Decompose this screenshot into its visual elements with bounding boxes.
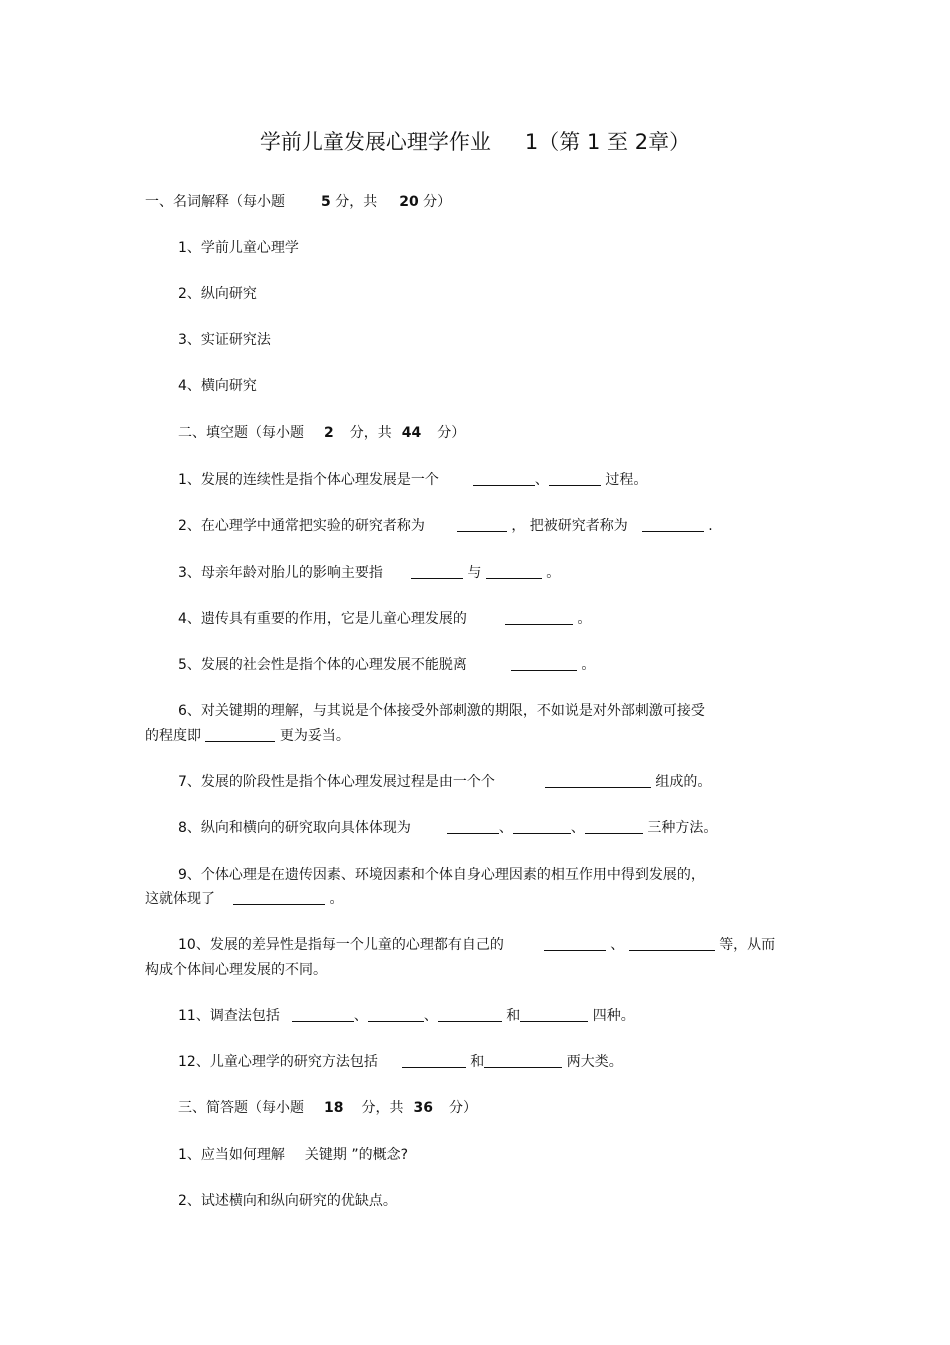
section1-points-each: 5 — [321, 194, 331, 210]
section2-heading-text: 二、填空题（每小题 — [178, 425, 304, 441]
question-text: 1、应当如何理解 — [178, 1147, 285, 1163]
fill-question-1 — [178, 471, 647, 489]
separator: 、 — [570, 820, 585, 836]
answer-blank — [484, 1053, 562, 1068]
answer-blank — [585, 819, 643, 834]
separator: 、 — [610, 937, 625, 953]
section1-heading-text: 一、名词解释（每小题 — [145, 194, 285, 210]
question-text-end: 。 — [329, 891, 344, 907]
answer-blank — [473, 471, 535, 486]
section1-item: 3、实证研究法 — [178, 332, 271, 348]
section1-points-total: 20 — [399, 194, 419, 210]
question-text: 1、发展的连续性是指个体心理发展是一个 — [178, 472, 439, 488]
section3-heading-mid: 分，共 — [361, 1100, 404, 1116]
fill-question-3 — [178, 564, 560, 582]
answer-blank — [233, 890, 325, 905]
fill-question-10-line1 — [178, 936, 775, 954]
section3-heading — [178, 1099, 477, 1117]
fill-question-6-line1: 6、对关键期的理解，与其说是个体接受外部刺激的期限，不如说是对外部刺激可接受 — [178, 703, 705, 719]
document-title — [0, 128, 950, 156]
question-text-end: 两大类。 — [566, 1054, 623, 1070]
question-text-end: 组成的。 — [655, 774, 712, 790]
question-text: 12、儿童心理学的研究方法包括 — [178, 1054, 378, 1070]
fill-question-8 — [178, 819, 717, 837]
conjunction: 和 — [506, 1008, 521, 1024]
section1-heading — [145, 193, 451, 211]
separator: 、 — [498, 820, 513, 836]
question-text-mid: ， 把被研究者称为 — [511, 518, 628, 534]
question-text: 10、发展的差异性是指每一个儿童的心理都有自己的 — [178, 937, 504, 953]
section3-points-total: 36 — [413, 1100, 433, 1116]
answer-blank — [545, 773, 651, 788]
answer-blank — [642, 517, 704, 532]
section2-points-each: 2 — [324, 425, 334, 441]
answer-blank — [549, 471, 601, 486]
question-text-end: 。 — [577, 611, 592, 627]
answer-blank — [292, 1007, 354, 1022]
answer-blank — [505, 610, 573, 625]
answer-blank — [629, 936, 715, 951]
question-text: 2、在心理学中通常把实验的研究者称为 — [178, 518, 425, 534]
question-text-end: 三种方法。 — [647, 820, 718, 836]
question-text-end: 过程。 — [605, 472, 648, 488]
section2-heading-end: 分） — [437, 425, 466, 441]
section1-heading-mid: 分，共 — [335, 194, 378, 210]
section3-heading-text: 三、简答题（每小题 — [178, 1100, 304, 1116]
question-text: 的程度即 — [145, 728, 201, 744]
title-chapter-start: 1 — [586, 130, 601, 154]
title-to: 至 — [607, 130, 629, 154]
section2-heading — [178, 424, 465, 442]
answer-blank — [205, 727, 275, 742]
fill-question-4 — [178, 610, 591, 628]
fill-question-11 — [178, 1007, 635, 1025]
fill-question-12 — [178, 1053, 623, 1071]
answer-blank — [520, 1007, 588, 1022]
answer-blank — [511, 656, 577, 671]
title-main: 学前儿童发展心理学作业 — [259, 130, 491, 154]
question-text-end: 更为妥当。 — [279, 728, 350, 744]
question-text: 4、遗传具有重要的作用，它是儿童心理发展的 — [178, 611, 467, 627]
short-answer-question-2: 2、试述横向和纵向研究的优缺点。 — [178, 1193, 397, 1209]
answer-blank — [486, 564, 542, 579]
answer-blank — [411, 564, 463, 579]
answer-blank — [544, 936, 606, 951]
question-text-end: . — [708, 518, 713, 534]
conjunction: 和 — [470, 1054, 485, 1070]
title-assignment-number: 1（第 — [524, 130, 581, 154]
fill-question-5 — [178, 656, 595, 674]
answer-blank — [368, 1007, 424, 1022]
section1-item: 4、横向研究 — [178, 378, 257, 394]
section1-item: 2、纵向研究 — [178, 286, 257, 302]
title-end: 章） — [648, 130, 691, 154]
section3-points-each: 18 — [324, 1100, 344, 1116]
fill-question-6-line2 — [145, 727, 350, 745]
section1-heading-end: 分） — [423, 194, 452, 210]
fill-question-2 — [178, 517, 713, 535]
question-text-end: 四种。 — [592, 1008, 635, 1024]
question-text: 11、调查法包括 — [178, 1008, 280, 1024]
section2-heading-mid: 分，共 — [349, 425, 392, 441]
answer-blank — [402, 1053, 466, 1068]
separator: 、 — [423, 1008, 438, 1024]
fill-question-9-line2 — [145, 890, 343, 908]
fill-question-10-line2: 构成个体间心理发展的不同。 — [145, 962, 327, 978]
question-text: 7、发展的阶段性是指个体心理发展过程是由一个个 — [178, 774, 495, 790]
answer-blank — [447, 819, 499, 834]
separator: 、 — [534, 472, 549, 488]
separator: 、 — [353, 1008, 368, 1024]
answer-blank — [438, 1007, 502, 1022]
question-text: 这就体现了 — [145, 891, 215, 907]
section1-item: 1、学前儿童心理学 — [178, 240, 299, 256]
question-text-end: 。 — [581, 657, 596, 673]
section3-heading-end: 分） — [448, 1100, 477, 1116]
question-text-end: 关键期 ”的概念? — [304, 1147, 409, 1163]
question-text: 5、发展的社会性是指个体的心理发展不能脱离 — [178, 657, 467, 673]
fill-question-7 — [178, 773, 711, 791]
answer-blank — [457, 517, 507, 532]
fill-question-9-line1: 9、个体心理是在遗传因素、环境因素和个体自身心理因素的相互作用中得到发展的， — [178, 867, 705, 883]
answer-blank — [513, 819, 571, 834]
question-text: 8、纵向和横向的研究取向具体体现为 — [178, 820, 411, 836]
short-answer-question-1 — [178, 1146, 408, 1164]
question-text-end: 。 — [546, 565, 561, 581]
question-text-end: 等，从而 — [719, 937, 776, 953]
section2-points-total: 44 — [401, 425, 422, 441]
question-text-mid: 与 — [467, 565, 482, 581]
question-text: 3、母亲年龄对胎儿的影响主要指 — [178, 565, 383, 581]
title-chapter-end: 2 — [634, 130, 649, 154]
